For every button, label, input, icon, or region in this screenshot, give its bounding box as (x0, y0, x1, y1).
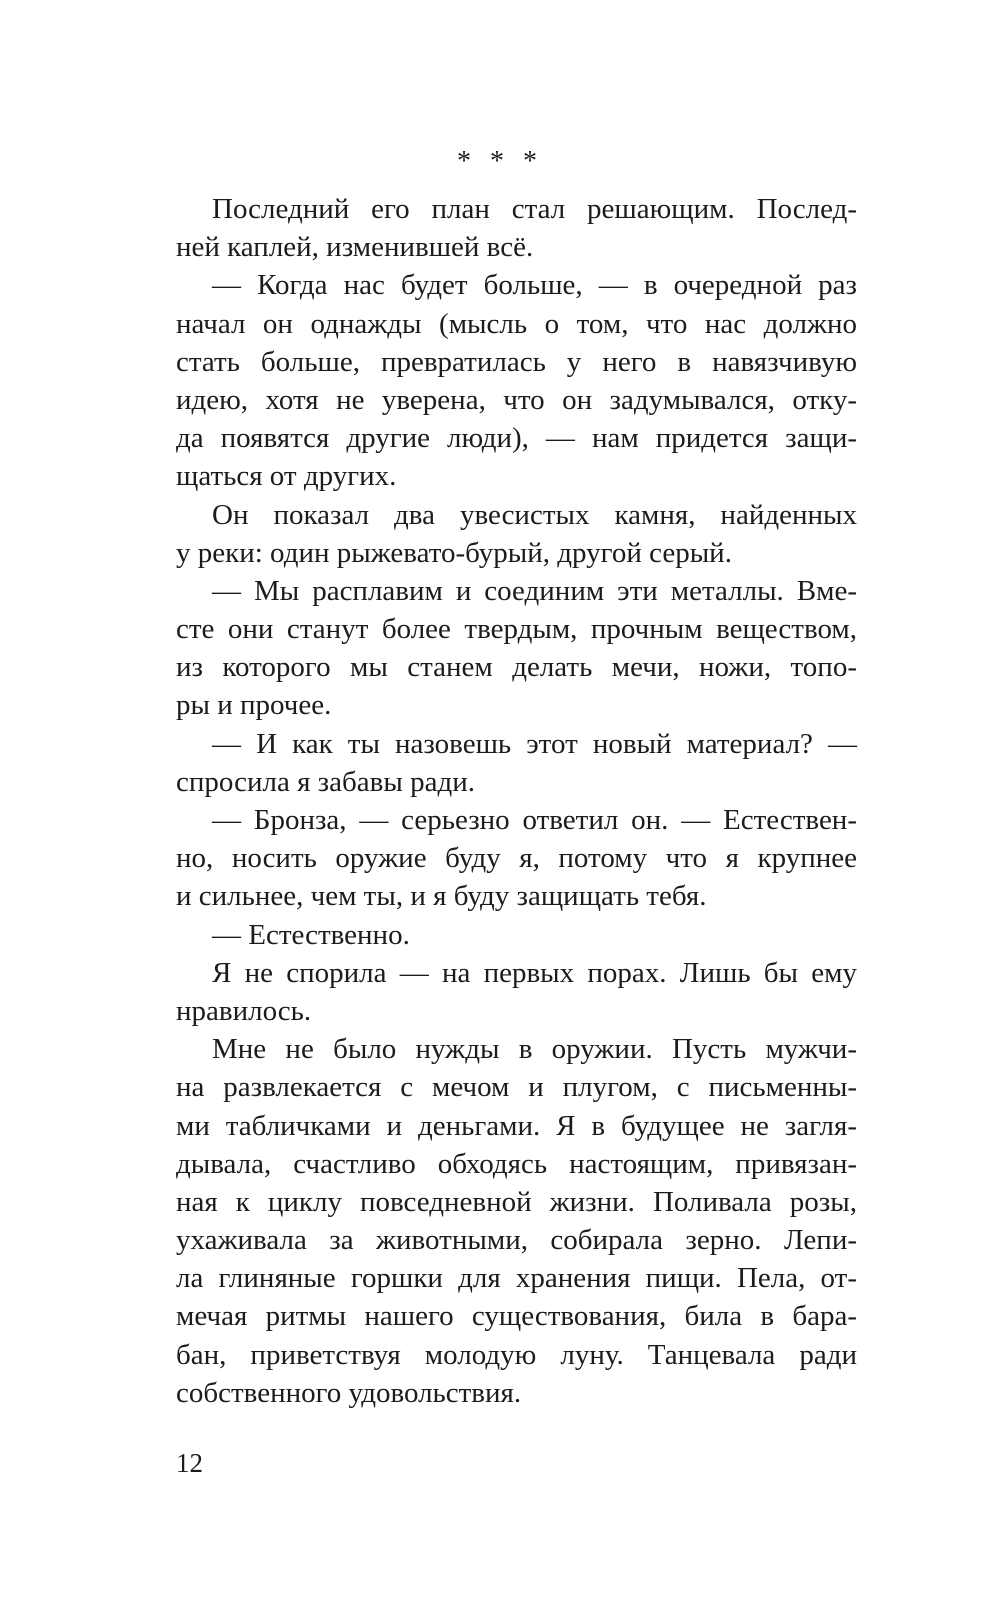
text-line: да появятся другие люди), — нам придется защи- (176, 422, 857, 455)
text-line: Последний его план стал решающим. Послед- (212, 193, 857, 225)
text-line: спросила я забавы ради. (176, 765, 475, 798)
text-line: начал он однажды (мысль о том, что нас должно (176, 307, 857, 340)
text-line: сте они станут более твердым, прочным веществом, (176, 613, 857, 646)
body-text (176, 190, 857, 1412)
text-line: дывала, счастливо обходясь настоящим, привязан- (176, 1147, 857, 1180)
text-line: — Когда нас будет больше, — в очередной раз (212, 269, 857, 302)
page-number: 12 (176, 1448, 203, 1478)
text-line: бан, приветствуя молодую луну. Танцевала ради (176, 1338, 857, 1371)
text-line: — Мы расплавим и соединим эти металлы. Вме- (212, 574, 857, 607)
text-line: из которого мы станем делать мечи, ножи, топо- (176, 651, 857, 684)
text-line: собственного удовольствия. (176, 1376, 522, 1409)
text-line: стать больше, превратилась у него в навязчивую (176, 345, 857, 378)
text-line: — И как ты назовешь этот новый материал? — (212, 727, 857, 760)
text-line: идею, хотя не уверена, что он задумывался, отку- (176, 383, 857, 416)
text-line: ная к циклу повседневной жизни. Поливала розы, (176, 1185, 857, 1218)
text-line: нравилось. (176, 994, 312, 1027)
text-line: мечая ритмы нашего существования, била в бара- (176, 1300, 857, 1333)
text-line: ми табличками и деньгами. Я в будущее не загля- (176, 1109, 857, 1142)
text-line: и сильнее, чем ты, и я буду защищать тебя. (176, 880, 707, 913)
text-line: ухаживала за животными, собирала зерно. Лепи- (176, 1224, 857, 1257)
text-line: Он показал два увесистых камня, найденных (212, 498, 857, 531)
text-line: у реки: один рыжевато-бурый, другой серый. (176, 536, 732, 569)
text-line: щаться от других. (176, 460, 397, 493)
text-line: — Естественно. (212, 918, 410, 951)
text-line: Мне не было нужды в оружии. Пусть мужчи- (212, 1033, 857, 1066)
text-line: — Бронза, — серьезно ответил он. — Естествен- (212, 804, 857, 836)
text-line: ла глиняные горшки для хранения пищи. Пела, от- (176, 1262, 857, 1295)
text-line: на развлекается с мечом и плугом, с письменны- (176, 1071, 857, 1104)
text-line: но, носить оружие буду я, потому что я крупнее (176, 842, 857, 875)
text-line: ры и прочее. (176, 689, 332, 722)
section-separator: * * * (457, 146, 543, 177)
text-line: ней каплей, изменившей всё. (176, 231, 534, 264)
text-line: Я не спорила — на первых порах. Лишь бы ему (212, 956, 857, 989)
